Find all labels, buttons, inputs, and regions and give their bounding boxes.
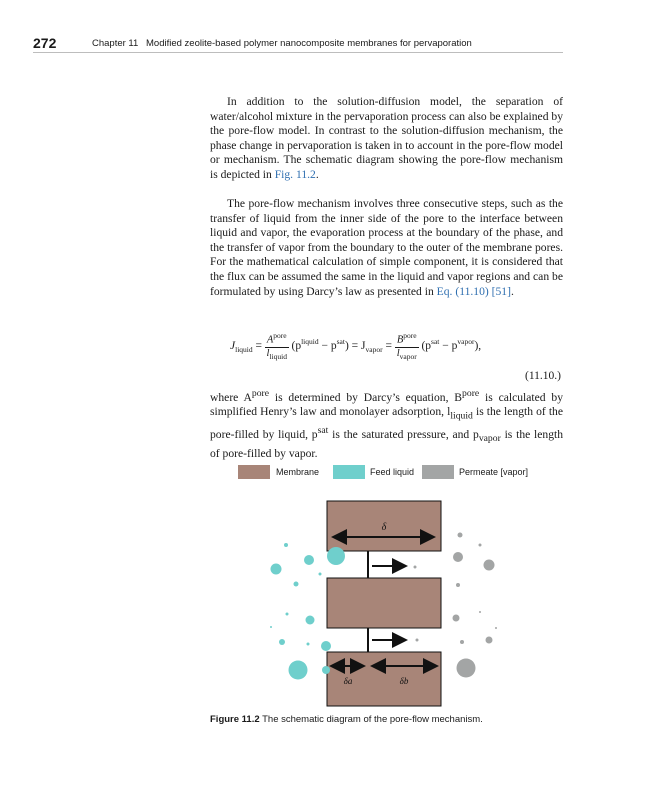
feed-droplet (284, 543, 288, 547)
eq-f2-den-sub: vapor (399, 351, 417, 361)
eq-sign: = (252, 339, 265, 352)
vapor-droplet (460, 640, 464, 644)
eq-t2-close: ), (474, 339, 482, 352)
where-s4: is the length of the pore-filled by liquid, p (210, 405, 563, 442)
membrane-block-middle (327, 578, 441, 628)
where-s5-sub: vapor (478, 433, 501, 445)
equation-reference-link[interactable]: Eq. (11.10) [51] (436, 284, 511, 298)
vapor-droplet (453, 552, 463, 562)
feed-droplet (289, 661, 308, 680)
delta-b-label: δb (399, 676, 409, 686)
where-s2: is determined by Darcy’s equation, B (269, 390, 463, 404)
feed-droplet (319, 573, 322, 576)
feed-droplet (307, 643, 310, 646)
feed-droplet (321, 641, 331, 651)
vapor-droplet (416, 639, 419, 642)
vapor-droplet (479, 611, 481, 613)
legend-feed-liquid: Feed liquid (370, 467, 415, 477)
vapor-droplet (458, 533, 463, 538)
eq-t1-sup-b: sat (336, 337, 345, 347)
eq-f1-den: l (266, 347, 270, 359)
caption-text: The schematic diagram of the pore-flow mechanism. (262, 714, 483, 725)
where-s1-sup: pore (251, 388, 270, 399)
eq-t1-sub: vapor (365, 345, 383, 355)
figure-reference-link[interactable]: Fig. 11.2 (274, 167, 316, 181)
page-number: 272 (33, 35, 57, 51)
eq-t2-sup-a: sat (431, 337, 440, 347)
eq-t1-close: ) = J (344, 339, 366, 352)
feed-droplet (271, 564, 282, 575)
feed-droplet (306, 616, 315, 625)
paragraph-2-text: The pore-flow mechanism involves three consecutive steps, such as the transfer of liquid from the inner side of the pore to the interface between liquid and vapor, the evaporation process at the boundary of the phase, and the transfer of vapor from the boundary to the outer of the membrane pores. For the mathematical calculation of simple component, it is considered that the flux can be assumed the same in the liquid and vapor regions and can be formulated by using Darcy’s law as presented in (210, 197, 563, 298)
eq-t1-minus: − p (318, 339, 337, 352)
feed-droplet (304, 555, 314, 565)
eq-f2-den: l (396, 347, 400, 359)
delta-label: δ (381, 522, 387, 533)
eq-lhs-sub: liquid (235, 345, 253, 355)
eq-f1-num: A (266, 334, 274, 346)
paragraph-2-end: . (510, 284, 514, 298)
vapor-droplet (495, 627, 497, 629)
eq-lhs: J (230, 339, 236, 352)
where-s3-sub: liquid (450, 410, 473, 422)
eq-f2-num-sup: pore (403, 331, 417, 340)
eq-f1-den-sub: liquid (269, 351, 287, 361)
where-s6: is the length of pore-filled by vapor. (210, 428, 564, 461)
vapor-droplet (457, 659, 476, 678)
where-s4-sup: sat (317, 425, 329, 437)
feed-droplet (270, 626, 272, 628)
vapor-droplet (479, 544, 482, 547)
vapor-droplet (486, 637, 493, 644)
eq-t2-sup-b: vapor (457, 337, 475, 347)
eq-sign-2: = (382, 339, 395, 352)
eq-f2-num: B (396, 334, 404, 346)
eq-t2-open: (p (418, 339, 432, 352)
vapor-droplet (456, 583, 460, 587)
legend-permeate: Permeate [vapor] (459, 467, 529, 477)
delta-a-label: δa (343, 676, 353, 686)
feed-droplet (294, 582, 299, 587)
where-s5: is the saturated pressure, and p (328, 428, 479, 442)
vapor-droplet (484, 560, 495, 571)
figure-caption (210, 714, 483, 725)
chapter-label: Chapter 11 (92, 38, 139, 49)
vapor-droplet (453, 615, 460, 622)
eq-t1-sup-a: liquid (301, 337, 319, 347)
eq-t2-minus: − p (439, 339, 458, 352)
feed-droplet (327, 547, 345, 565)
feed-droplet (322, 666, 330, 674)
feed-droplet (286, 613, 289, 616)
where-s2-sup: pore (462, 388, 480, 399)
equation-number: (11.10.) (525, 370, 561, 382)
paragraph-1-text: In addition to the solution-diffusion model, the separation of water/alcohol mixture in the pervaporation process can also be explained by the pore-flow model. In contrast to the solution-diffusion mechanism, the phase change in pervaporation is taken in to account in the pore-flow model or mechanism. The schematic diagram showing the pore-flow mechanism is depicted in (210, 95, 563, 181)
chapter-title: Modified zeolite-based polymer nanocomposite membranes for pervaporation (146, 38, 472, 49)
legend-membrane: Membrane (276, 467, 320, 477)
where-s3: is calculated by simplified Henry’s law and monolayer adsorption, l (210, 390, 563, 419)
where-s1: where A (210, 390, 252, 404)
eq-f1-num-sup: pore (273, 331, 287, 340)
feed-droplet (279, 639, 285, 645)
caption-label: Figure 11.2 (210, 714, 260, 725)
vapor-droplet (414, 566, 417, 569)
eq-t1-open: (p (288, 339, 302, 352)
paragraph-1-end: . (315, 167, 319, 181)
